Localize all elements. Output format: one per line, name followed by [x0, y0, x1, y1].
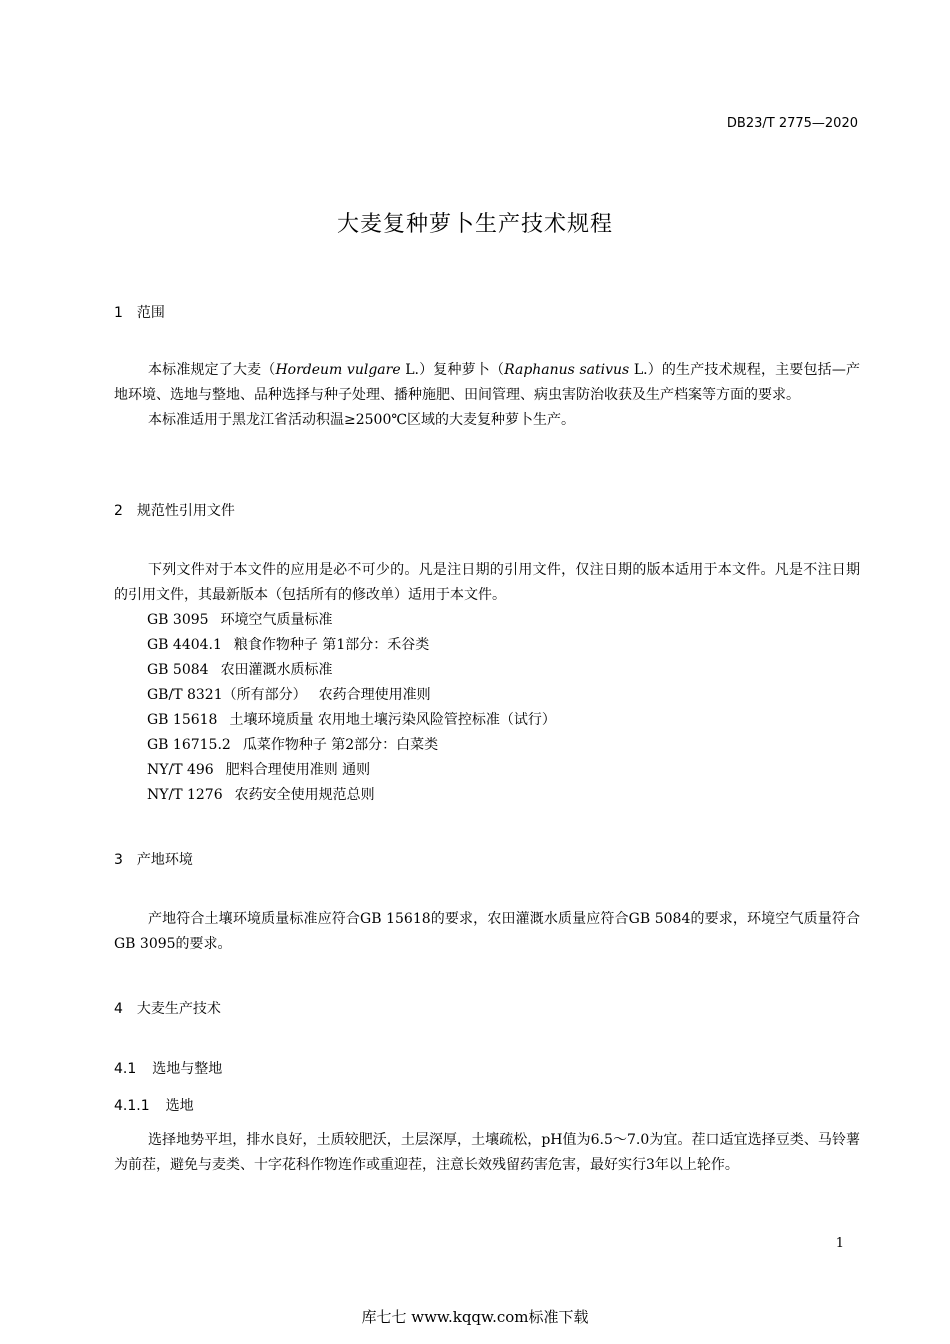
standard-code: DB23/T 2775—2020	[726, 116, 858, 131]
section-number: 2	[114, 503, 123, 519]
reference-code: NY/T 1276	[147, 787, 223, 803]
section-number: 1	[114, 305, 123, 321]
reference-code: GB 4404.1	[147, 637, 222, 653]
text-run: L.）复种萝卜（	[400, 362, 505, 378]
section-number: 4.1.1	[114, 1098, 150, 1114]
reference-code: NY/T 496	[147, 762, 214, 778]
section-title: 规范性引用文件	[136, 503, 235, 519]
reference-list	[147, 608, 847, 808]
reference-name: 农药合理使用准则	[318, 687, 431, 703]
section-4-1-1-heading	[114, 1095, 194, 1115]
site-selection-paragraph: 选择地势平坦，排水良好，土质较肥沃，土层深厚，土壤疏松，pH值为6.5～7.0为宜。茬口适宜选择豆类、马铃薯为前茬，避免与麦类、十字花科作物连作或重迎茬，注意长效残留药害危害，最好实行3年以上轮作。	[114, 1132, 860, 1173]
references-intro: 下列文件对于本文件的应用是必不可少的。凡是注日期的引用文件，仅注日期的版本适用于本文件。凡是不注日期的引用文件，其最新版本（包括所有的修改单）适用于本文件。	[114, 562, 860, 603]
document-title: 大麦复种萝卜生产技术规程	[336, 212, 613, 237]
section-title: 产地环境	[136, 852, 193, 868]
section-title: 范围	[136, 305, 165, 321]
reference-name: 土壤环境质量 农用地土壤污染风险管控标准（试行）	[229, 712, 556, 728]
section-number: 4.1	[114, 1061, 137, 1077]
section-1-body	[114, 358, 860, 433]
reference-code: GB/T 8321（所有部分）	[147, 687, 307, 703]
section-title: 大麦生产技术	[136, 1001, 221, 1017]
scope-paragraph	[114, 358, 860, 408]
section-number: 4	[114, 1001, 123, 1017]
reference-code: GB 16715.2	[147, 737, 231, 753]
section-1-heading	[114, 302, 165, 322]
section-number: 3	[114, 852, 123, 868]
environment-paragraph: 产地符合土壤环境质量标准应符合GB 15618的要求，农田灌溉水质量应符合GB 5084的要求，环境空气质量符合GB 3095的要求。	[114, 911, 860, 952]
page-number: 1	[835, 1236, 844, 1251]
footer-watermark: 库七七 www.kqqw.com标准下载	[361, 1308, 589, 1326]
reference-item	[147, 658, 847, 683]
reference-code: GB 5084	[147, 662, 209, 678]
section-4-1-heading	[114, 1058, 222, 1078]
reference-code: GB 15618	[147, 712, 218, 728]
section-4-heading	[114, 998, 221, 1018]
section-2-heading	[114, 500, 235, 520]
text-run: L.）的生产技术规程，主要包括—产地环境、选地与整地、品种选择与种子处理、播种施肥、田间管理、病虫害防治收获及生产档案等方面的要求。	[114, 362, 860, 403]
text-run: 本标准规定了大麦（	[148, 362, 276, 378]
section-title: 选地与整地	[152, 1061, 223, 1077]
section-2-body	[114, 558, 860, 608]
reference-code: GB 3095	[147, 612, 209, 628]
reference-name: 农田灌溉水质标准	[220, 662, 333, 678]
reference-item	[147, 608, 847, 633]
latin-name-barley: Hordeum vulgare	[275, 362, 401, 378]
reference-name: 农药安全使用规范总则	[234, 787, 375, 803]
section-3-heading	[114, 849, 193, 869]
reference-name: 环境空气质量标准	[220, 612, 333, 628]
reference-name: 粮食作物种子 第1部分：禾谷类	[233, 637, 430, 653]
reference-item	[147, 708, 847, 733]
reference-item	[147, 633, 847, 658]
reference-name: 瓜菜作物种子 第2部分：白菜类	[242, 737, 439, 753]
section-3-body	[114, 907, 860, 957]
reference-item	[147, 783, 847, 808]
reference-item	[147, 733, 847, 758]
section-4-1-1-body	[114, 1128, 860, 1178]
applicability-paragraph: 本标准适用于黑龙江省活动积温≥2500℃区域的大麦复种萝卜生产。	[148, 412, 576, 428]
reference-item	[147, 683, 847, 708]
reference-item	[147, 758, 847, 783]
section-title: 选地	[165, 1098, 194, 1114]
reference-name: 肥料合理使用准则 通则	[225, 762, 371, 778]
latin-name-radish: Raphanus sativus	[504, 362, 630, 378]
